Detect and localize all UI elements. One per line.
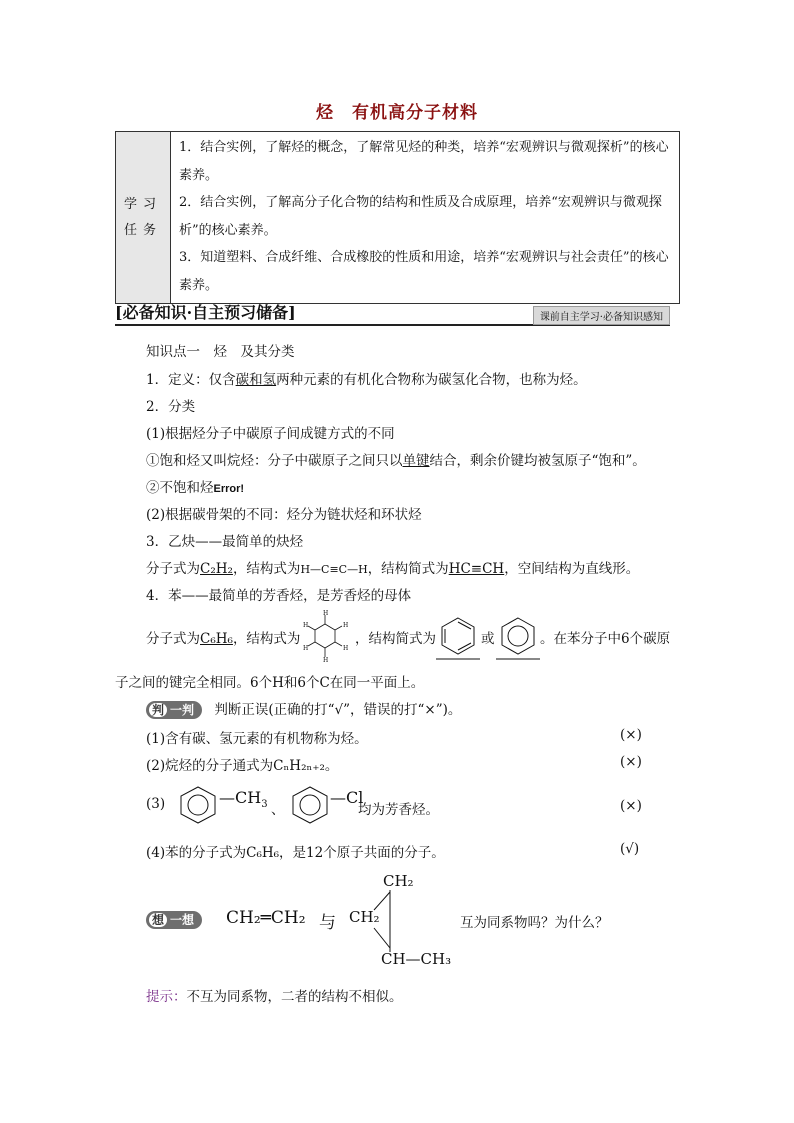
chloro-group: —Cl [330,788,364,807]
task-item: 2．结合实例，了解高分子化合物的结构和性质及合成原理，培养“宏观辨识与微观探析”的核心素养。 [179,195,662,238]
acetylene-simple: HC≡CH [448,561,505,577]
svg-text:H: H [303,622,309,629]
text: 结合，剩余价键均被氢原子“饱和”。 [429,453,646,469]
underlined-term: 碳和氢 [235,372,277,388]
text: ，结构式为 [232,631,301,647]
acetylene-structure: H—C≡C—H [300,563,368,576]
task-label [116,132,171,304]
text: ，结构简式为 [367,561,449,577]
text: 两种元素的有机化合物称为碳氢化合物，也称为烃。 [276,372,587,388]
learning-task-table [115,131,680,304]
svg-text:H: H [343,622,349,629]
methyl-group [219,788,268,810]
text: ①饱和烃又叫烷烃：分子中碳原子之间只以 [146,453,403,469]
judge-item-3-num: (3) [146,796,166,812]
error-text: Error! [213,483,245,495]
judge-badge [146,701,202,719]
task-body [171,132,680,304]
benzene-or: 或 [481,631,495,647]
unsaturated-line [146,476,244,496]
judge-header [146,698,461,719]
hint-line [146,985,403,1005]
page-title: 烃 有机高分子材料 [316,103,478,123]
svg-text:H: H [323,610,329,617]
judge-item-3: 均为芳香烃。 [358,802,439,818]
svg-text:H: H [303,645,309,652]
judge-mark-3: (×) [620,798,642,814]
acetylene-line [146,557,639,577]
judge-item-4: (4)苯的分子式为C₆H₆，是12个原子共面的分子。 [146,845,445,861]
section-header [115,300,670,326]
benzene-ring-chlorobenzene-icon [289,785,331,825]
text: 分子式为 [146,631,200,647]
text: ，空间结构为直线形。 [504,561,640,577]
benzene-ring-toluene-icon [177,785,219,825]
badge-char: 想 [149,913,167,927]
section-title: [必备知识·自主预习储备] [115,303,296,322]
judge-item-1: (1)含有碳、氢元素的有机物称为烃。 [146,731,368,747]
section-tag: 课前自主学习·必备知识感知 [533,306,670,325]
badge-char: 判 [149,703,167,717]
judge-item-2: (2)烷烃的分子通式为CₙH₂ₙ₊₂。 [146,758,339,774]
benzene-line [146,627,300,647]
svg-text:H: H [343,645,349,652]
judge-mark-2: (×) [620,754,642,770]
task-item: 3．知道塑料、合成纤维、合成橡胶的性质和用途，培养“宏观辨识与社会责任”的核心素养。 [179,250,669,293]
svg-text:H: H [323,657,329,662]
benzene-heading: 4．苯——最简单的芳香烃，是芳香烃的母体 [146,588,412,604]
classification-2: (2)根据碳骨架的不同：烃分为链状烃和环状烃 [146,507,422,523]
badge-label: 一想 [170,913,195,927]
ring-top: CH₂ [383,872,414,890]
text: ②不饱和烃 [146,480,214,496]
with-word: 与 [319,913,336,933]
badge-label: 一判 [170,703,195,717]
classification-heading: 2．分类 [146,399,196,415]
definition-line [146,368,587,388]
benzene-formula: C₆H₆ [200,631,233,647]
ring-left: CH₂ [349,908,380,926]
think-question: 互为同系物吗？为什么？ [460,915,609,931]
acetylene-heading: 3．乙炔——最简单的炔烃 [146,534,304,550]
knowledge-heading: 知识点一 烃 及其分类 [146,344,295,360]
judge-instruction: 判断正误(正确的打“√”，错误的打“×”)。 [214,702,462,718]
text: 1．定义：仅含 [146,372,236,388]
task-label-line1: 学习 [123,196,162,212]
benzene-continuation: 子之间的键完全相同。6个H和6个C在同一平面上。 [115,675,425,691]
task-label-line2: 任务 [123,222,162,238]
ring-bottom: CH—CH₃ [381,950,452,968]
underlined-term: 单键 [402,453,430,469]
cyclopropane-bonds [360,888,430,956]
text: 分子式为 [146,561,200,577]
think-badge-wrap [146,911,202,929]
benzene-full-structure-diagram [303,610,353,662]
classification-1: (1)根据烃分子中碳原子间成键方式的不同 [146,426,395,442]
benzene-line-2: ，结构简式为 [355,631,436,647]
acetylene-formula: C₂H₂ [200,561,233,577]
benzene-kekule-icon [436,614,480,660]
judge-mark-4: (√) [620,841,640,857]
benzene-circle-icon [496,614,540,660]
ethylene-formula: CH₂═CH₂ [226,908,306,928]
benzene-post: 。在苯分子中6个碳原 [540,631,671,647]
hint-text: 不互为同系物，二者的结构不相似。 [186,989,403,1005]
judge-mark-1: (×) [620,727,642,743]
think-badge [146,911,202,929]
item3-separator: 、 [271,802,285,818]
ch3-sub: 3 [261,799,268,811]
ch3-label: —CH [219,788,262,807]
text: ，结构式为 [232,561,301,577]
task-item: 1．结合实例，了解烃的概念，了解常见烃的种类，培养“宏观辨识与微观探析”的核心素养。 [179,140,669,183]
hint-label: 提示： [146,989,187,1005]
saturated-line [146,449,646,469]
